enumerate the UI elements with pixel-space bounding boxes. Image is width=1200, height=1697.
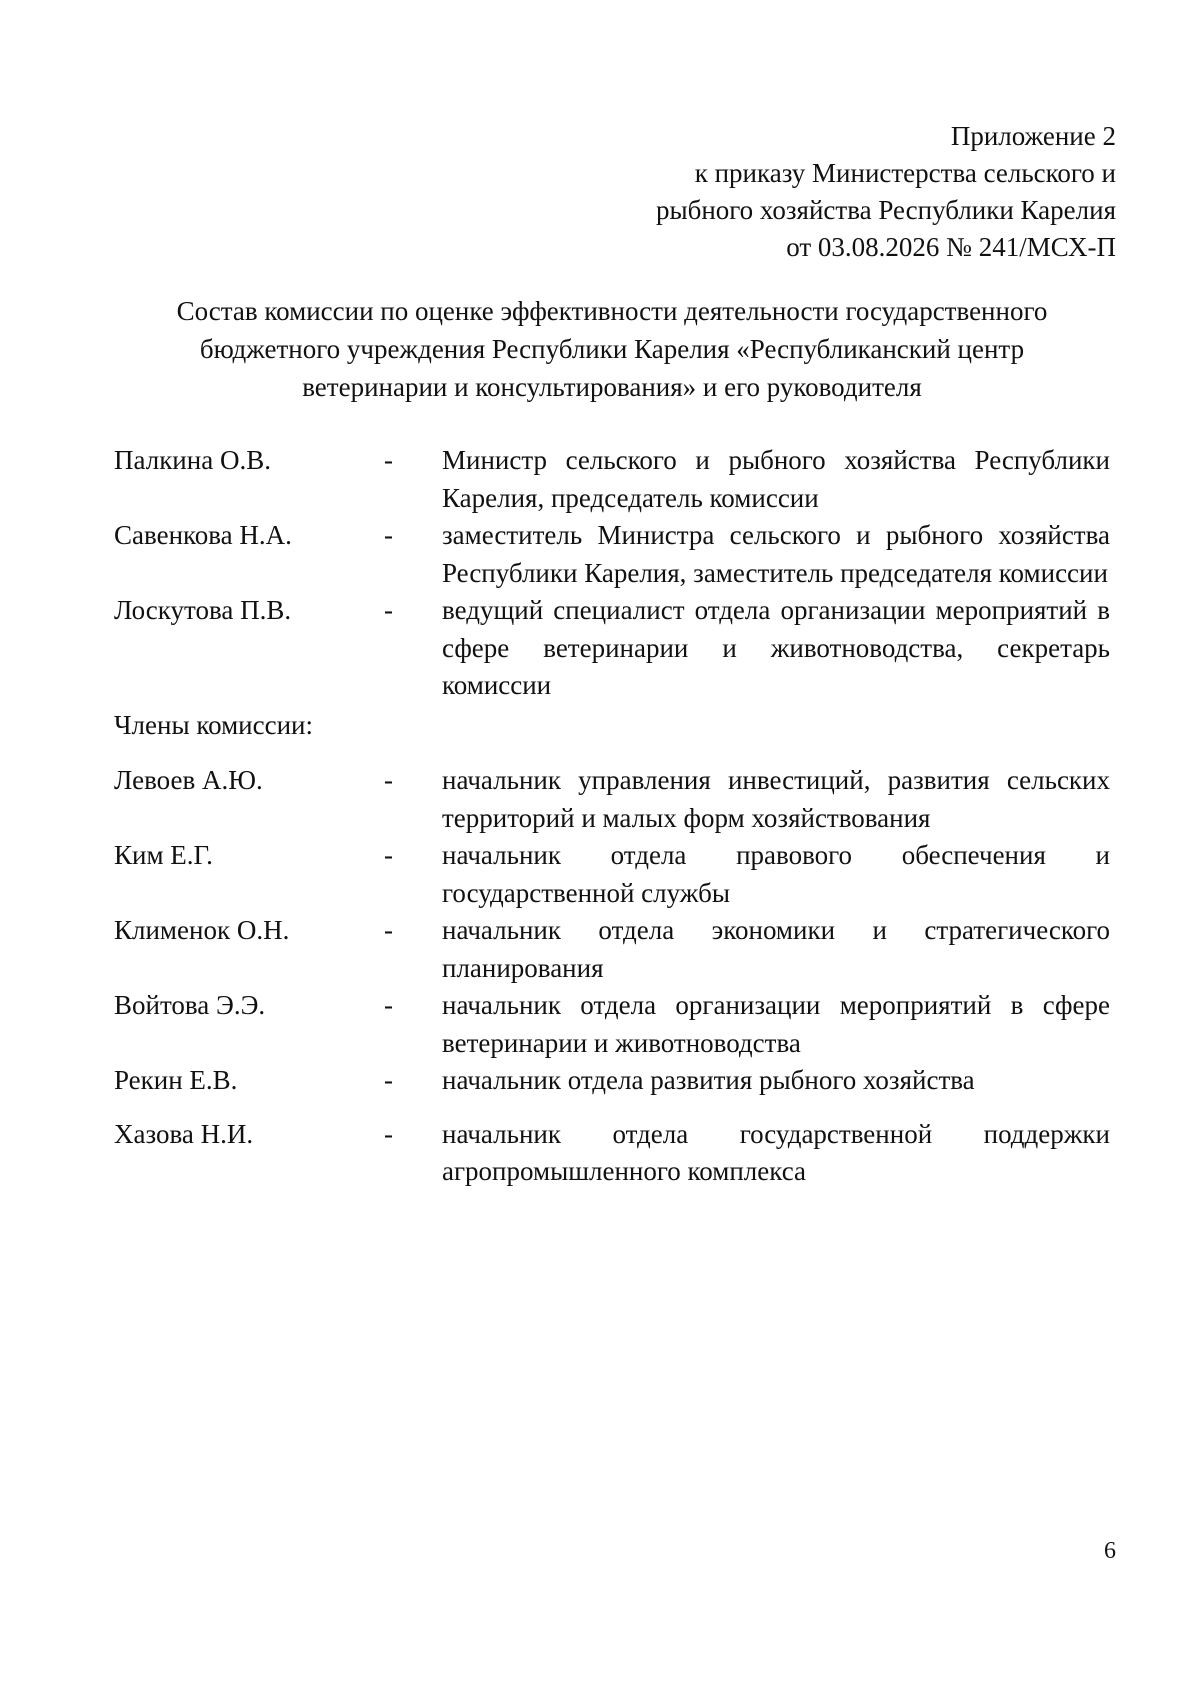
roster-row	[114, 1116, 1114, 1191]
member-role: начальник отдела правового обеспечения и государственной службы	[442, 840, 1110, 908]
member-name: Хазова Н.И.	[114, 1118, 254, 1149]
commission-roster	[114, 442, 1114, 1191]
attachment-header	[656, 118, 1116, 266]
document-title	[112, 292, 1112, 406]
member-role: начальник отдела развития рыбного хозяйства	[442, 1065, 975, 1095]
members-heading: Члены комиссии:	[114, 709, 313, 740]
title-line: Состав комиссии по оценке эффективности деятельности государственного	[176, 296, 1048, 326]
member-role: начальник управления инвестиций, развития сельских территорий и малых форм хозяйствования	[442, 765, 1110, 833]
member-name: Клименок О.Н.	[114, 915, 290, 945]
member-name: Савенкова Н.А.	[114, 520, 292, 550]
member-name: Лоскутова П.В.	[114, 595, 292, 625]
member-name: Рекин Е.В.	[114, 1065, 238, 1095]
roster-row	[114, 592, 1114, 705]
roster-row	[114, 837, 1114, 912]
roster-row	[114, 442, 1114, 517]
roster-row	[114, 1062, 1114, 1100]
member-role: начальник отдела государственной поддержки агропромышленного комплекса	[442, 1118, 1110, 1186]
separator-dash: -	[384, 990, 393, 1020]
separator-dash: -	[384, 520, 393, 550]
separator-dash: -	[384, 1065, 393, 1095]
member-role: Министр сельского и рыбного хозяйства Республики Карелия, председатель комиссии	[442, 445, 1110, 513]
separator-dash: -	[384, 595, 393, 625]
separator-dash: -	[384, 915, 393, 945]
separator-dash: -	[384, 445, 393, 475]
separator-dash: -	[384, 1118, 393, 1149]
member-role: начальник отдела организации мероприятий в сфере ветеринарии и животноводства	[442, 990, 1110, 1058]
attachment-line: к приказу Министерства сельского и	[694, 158, 1116, 188]
member-role: заместитель Министра сельского и рыбного хозяйства Республики Карелия, заместитель председателя комиссии	[442, 520, 1110, 588]
member-name: Войтова Э.Э.	[114, 990, 266, 1020]
roster-row	[114, 517, 1114, 592]
member-role: ведущий специалист отдела организации мероприятий в сфере ветеринарии и животноводства, секретарь комиссии	[442, 595, 1110, 700]
attachment-line: рыбного хозяйства Республики Карелия	[655, 195, 1116, 225]
member-role: начальник отдела экономики и стратегического планирования	[442, 915, 1110, 983]
member-name: Палкина О.В.	[114, 445, 271, 475]
separator-dash: -	[384, 765, 393, 795]
member-name: Левоев А.Ю.	[114, 765, 263, 795]
separator-dash: -	[384, 840, 393, 870]
title-line: ветеринарии и консультирования» и его руководителя	[302, 372, 922, 402]
roster-row	[114, 762, 1114, 837]
page-number: 6	[1104, 1538, 1116, 1564]
title-line: бюджетного учреждения Республики Карелия «Республиканский центр	[199, 334, 1025, 364]
member-name: Ким Е.Г.	[114, 840, 213, 870]
roster-row	[114, 987, 1114, 1062]
roster-row	[114, 912, 1114, 987]
attachment-line: Приложение 2	[950, 121, 1116, 151]
attachment-line: от 03.08.2026 № 241/МСХ-П	[786, 232, 1116, 262]
